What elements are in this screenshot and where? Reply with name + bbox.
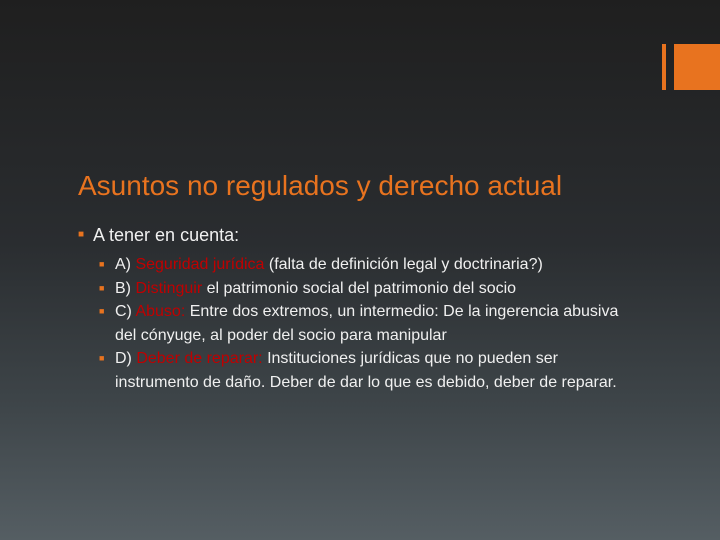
square-bullet-icon: ■	[99, 282, 105, 293]
item-highlight: Abuso:	[135, 303, 186, 320]
item-text: Entre dos extremos, un intermedio: De la ingerencia abusiva del cónyuge, al poder del socio para manipular	[115, 303, 619, 344]
item-prefix: D)	[115, 350, 137, 367]
square-bullet-icon: ■	[78, 229, 85, 240]
slide-body	[78, 224, 638, 394]
list-item	[99, 300, 638, 347]
item-prefix: C)	[115, 303, 136, 320]
item-highlight: Seguridad jurídica	[135, 256, 265, 273]
item-text: Instituciones jurídicas que no pueden ser instrumento de daño. Deber de dar lo que es debido, deber de reparar.	[115, 350, 617, 391]
square-bullet-icon: ■	[99, 306, 105, 316]
accent-block	[674, 44, 720, 90]
item-text: el patrimonio social del patrimonio del socio	[202, 279, 517, 297]
square-bullet-icon: ■	[99, 353, 105, 363]
item-highlight: Distinguir	[135, 279, 203, 297]
sub-list	[78, 253, 638, 394]
intro-item	[78, 224, 638, 246]
intro-text: A tener en cuenta:	[93, 225, 240, 245]
item-highlight: Deber de reparar:	[136, 350, 263, 367]
square-bullet-icon: ■	[99, 259, 105, 269]
item-text: (falta de definición legal y doctrinaria?)	[264, 256, 543, 273]
list-item	[99, 277, 638, 301]
item-prefix: A)	[115, 256, 136, 273]
accent-bar-thin	[662, 44, 666, 90]
list-item	[99, 347, 638, 394]
item-prefix: B)	[115, 279, 136, 297]
list-item	[99, 253, 638, 277]
slide-title: Asuntos no regulados y derecho actual	[78, 170, 563, 201]
